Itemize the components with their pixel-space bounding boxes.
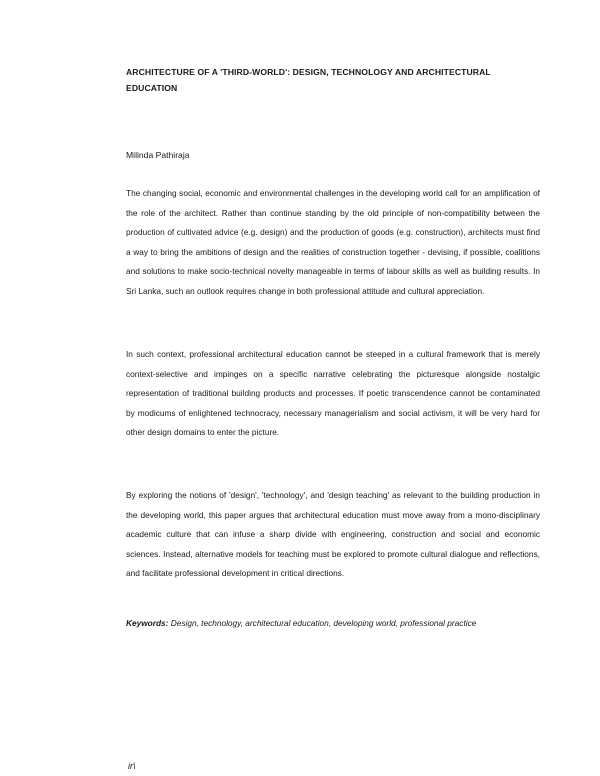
page-number: ir\ [128, 761, 136, 771]
keywords-list: Design, technology, architectural education, developing world, professional practice [170, 618, 477, 628]
abstract-paragraph-2: In such context, professional architectural education cannot be steeped in a cultural framework that is merely context-selective and impinges on a specific narrative celebrating the picturesque alongside nostalgic representation of traditional building products and processes. If poetic transcendence cannot be contaminated by modicums of enlightened technocracy, necessary managerialism and social activism, it will be very hard for other design domains to enter the picture. [126, 349, 540, 438]
keywords-line [126, 617, 546, 629]
author-name: Milinda Pathiraja [126, 150, 190, 160]
abstract-paragraph-1: The changing social, economic and environmental challenges in the developing world call for an amplification of the role of the architect. Rather than continue standing by the old principle of non-compatibility between the production of cultivated advice (e.g. design) and the production of goods (e.g. construction), architects must find a way to bring the ambitions of design and the realities of construction together - devising, if possible, coalitions and solutions to make socio-technical novelty manageable in terms of labour skills as well as building results. In Sri Lanka, such an outlook requires change in both professional attitude and cultural appreciation. [126, 188, 540, 296]
keywords-label: Keywords: [126, 618, 169, 628]
paper-title: ARCHITECTURE OF A 'THIRD-WORLD': DESIGN, TECHNOLOGY AND ARCHITECTURAL EDUCATION [126, 67, 491, 93]
abstract-paragraph-3: By exploring the notions of 'design', 'technology', and 'design teaching' as relevant to the building production in the developing world, this paper argues that architectural education must move away from a mono-disciplinary academic culture that can infuse a sharp divide with engineering, construction and social and economic sciences. Instead, alternative models for teaching must be explored to promote cultural dialogue and reflections, and facilitate professional development in critical directions. [126, 490, 540, 579]
